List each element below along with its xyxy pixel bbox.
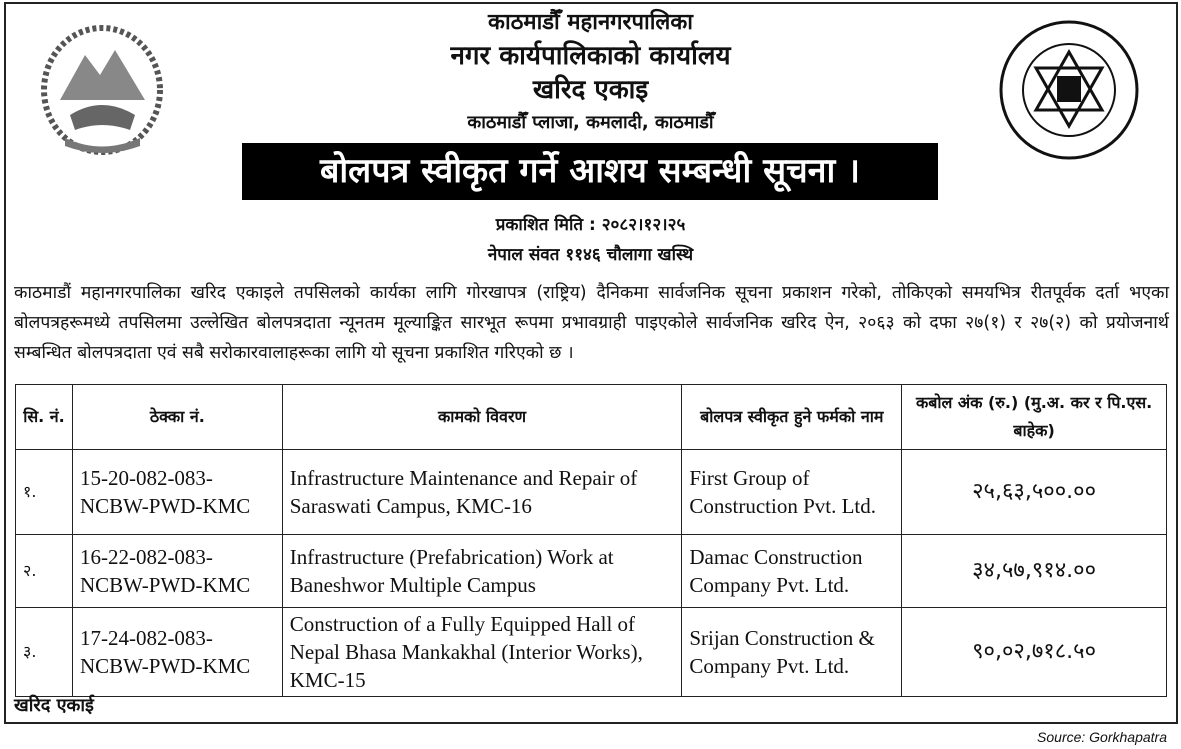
office-name: नगर कार्यपालिकाको कार्यालय <box>450 41 731 71</box>
cell-firm: First Group of Construction Pvt. Ltd. <box>682 450 902 535</box>
cell-amount: २५,६३,५००.०० <box>902 450 1167 535</box>
cell-amount: ९०,०२,७१८.५० <box>902 608 1167 697</box>
cell-firm: Damac Construction Company Pvt. Ltd. <box>682 535 902 608</box>
table-row <box>16 535 1167 608</box>
address: काठमाडौँ प्लाजा, कमलादी, काठमाडौँ <box>467 112 714 133</box>
table-header-row <box>16 385 1167 450</box>
unit-name: खरिद एकाइ <box>532 75 649 105</box>
header-firm: बोलपत्र स्वीकृत हुने फर्मको नाम <box>682 385 902 450</box>
table-row <box>16 608 1167 697</box>
cell-work: Infrastructure Maintenance and Repair of Saraswati Campus, KMC-16 <box>282 450 682 535</box>
cell-work: Infrastructure (Prefabrication) Work at Baneshwor Multiple Campus <box>282 535 682 608</box>
cell-contract: 16-22-082-083-NCBW-PWD-KMC <box>72 535 282 608</box>
table-row <box>16 450 1167 535</box>
cell-contract: 15-20-082-083-NCBW-PWD-KMC <box>72 450 282 535</box>
award-table <box>15 384 1167 697</box>
cell-firm: Srijan Construction & Company Pvt. Ltd. <box>682 608 902 697</box>
header-sn: सि. नं. <box>16 385 73 450</box>
cell-sn: २. <box>16 535 73 608</box>
nepal-sambat-date: नेपाल संवत ११४६ चौलागा खस्थि <box>487 245 694 265</box>
cell-contract: 17-24-082-083-NCBW-PWD-KMC <box>72 608 282 697</box>
source-credit: Source: Gorkhapatra <box>1037 729 1167 745</box>
footer-signature: खरिद एकाई <box>14 695 94 716</box>
cell-amount: ३४,५७,९१४.०० <box>902 535 1167 608</box>
header-amount: कबोल अंक (रु.) (मु.अ. कर र पि.एस. बाहेक) <box>902 385 1167 450</box>
header-work: कामको विवरण <box>282 385 682 450</box>
cell-sn: ३. <box>16 608 73 697</box>
published-date: प्रकाशित मिति : २०८२।१२।२५ <box>495 215 686 235</box>
notice-body: काठमाडौं महानगरपालिका खरिद एकाइले तपसिलको कार्यका लागि गोरखापत्र (राष्ट्रिय) दैनिकमा सार्वजनिक सूचना प्रकाशन गरेको, तोकिएको समयभित्र रीतपूर्वक दर्ता भएका बोलपत्रहरूमध्ये तपसिलमा उल्लेखित बोलपत्रदाता न्यूनतम मूल्याङ्कित सारभूत रूपमा प्रभावग्राही पाइएकोले सार्वजनिक खरिद ऐन, २०६३ को दफा २७(१) र २७(२) को प्रयोजनार्थ सम्बन्धित बोलपत्रदाता एवं सबै सरोकारवालाहरूका लागि यो सूचना प्रकाशित गरिएको छ । <box>14 283 1169 363</box>
org-name: काठमाडौँ महानगरपालिका <box>488 10 693 35</box>
cell-work: Construction of a Fully Equipped Hall of Nepal Bhasa Mankakhal (Interior Works), KMC-15 <box>282 608 682 697</box>
cell-sn: १. <box>16 450 73 535</box>
header-contract: ठेक्का नं. <box>72 385 282 450</box>
notice-title: बोलपत्र स्वीकृत गर्ने आशय सम्बन्धी सूचना । <box>242 143 938 200</box>
